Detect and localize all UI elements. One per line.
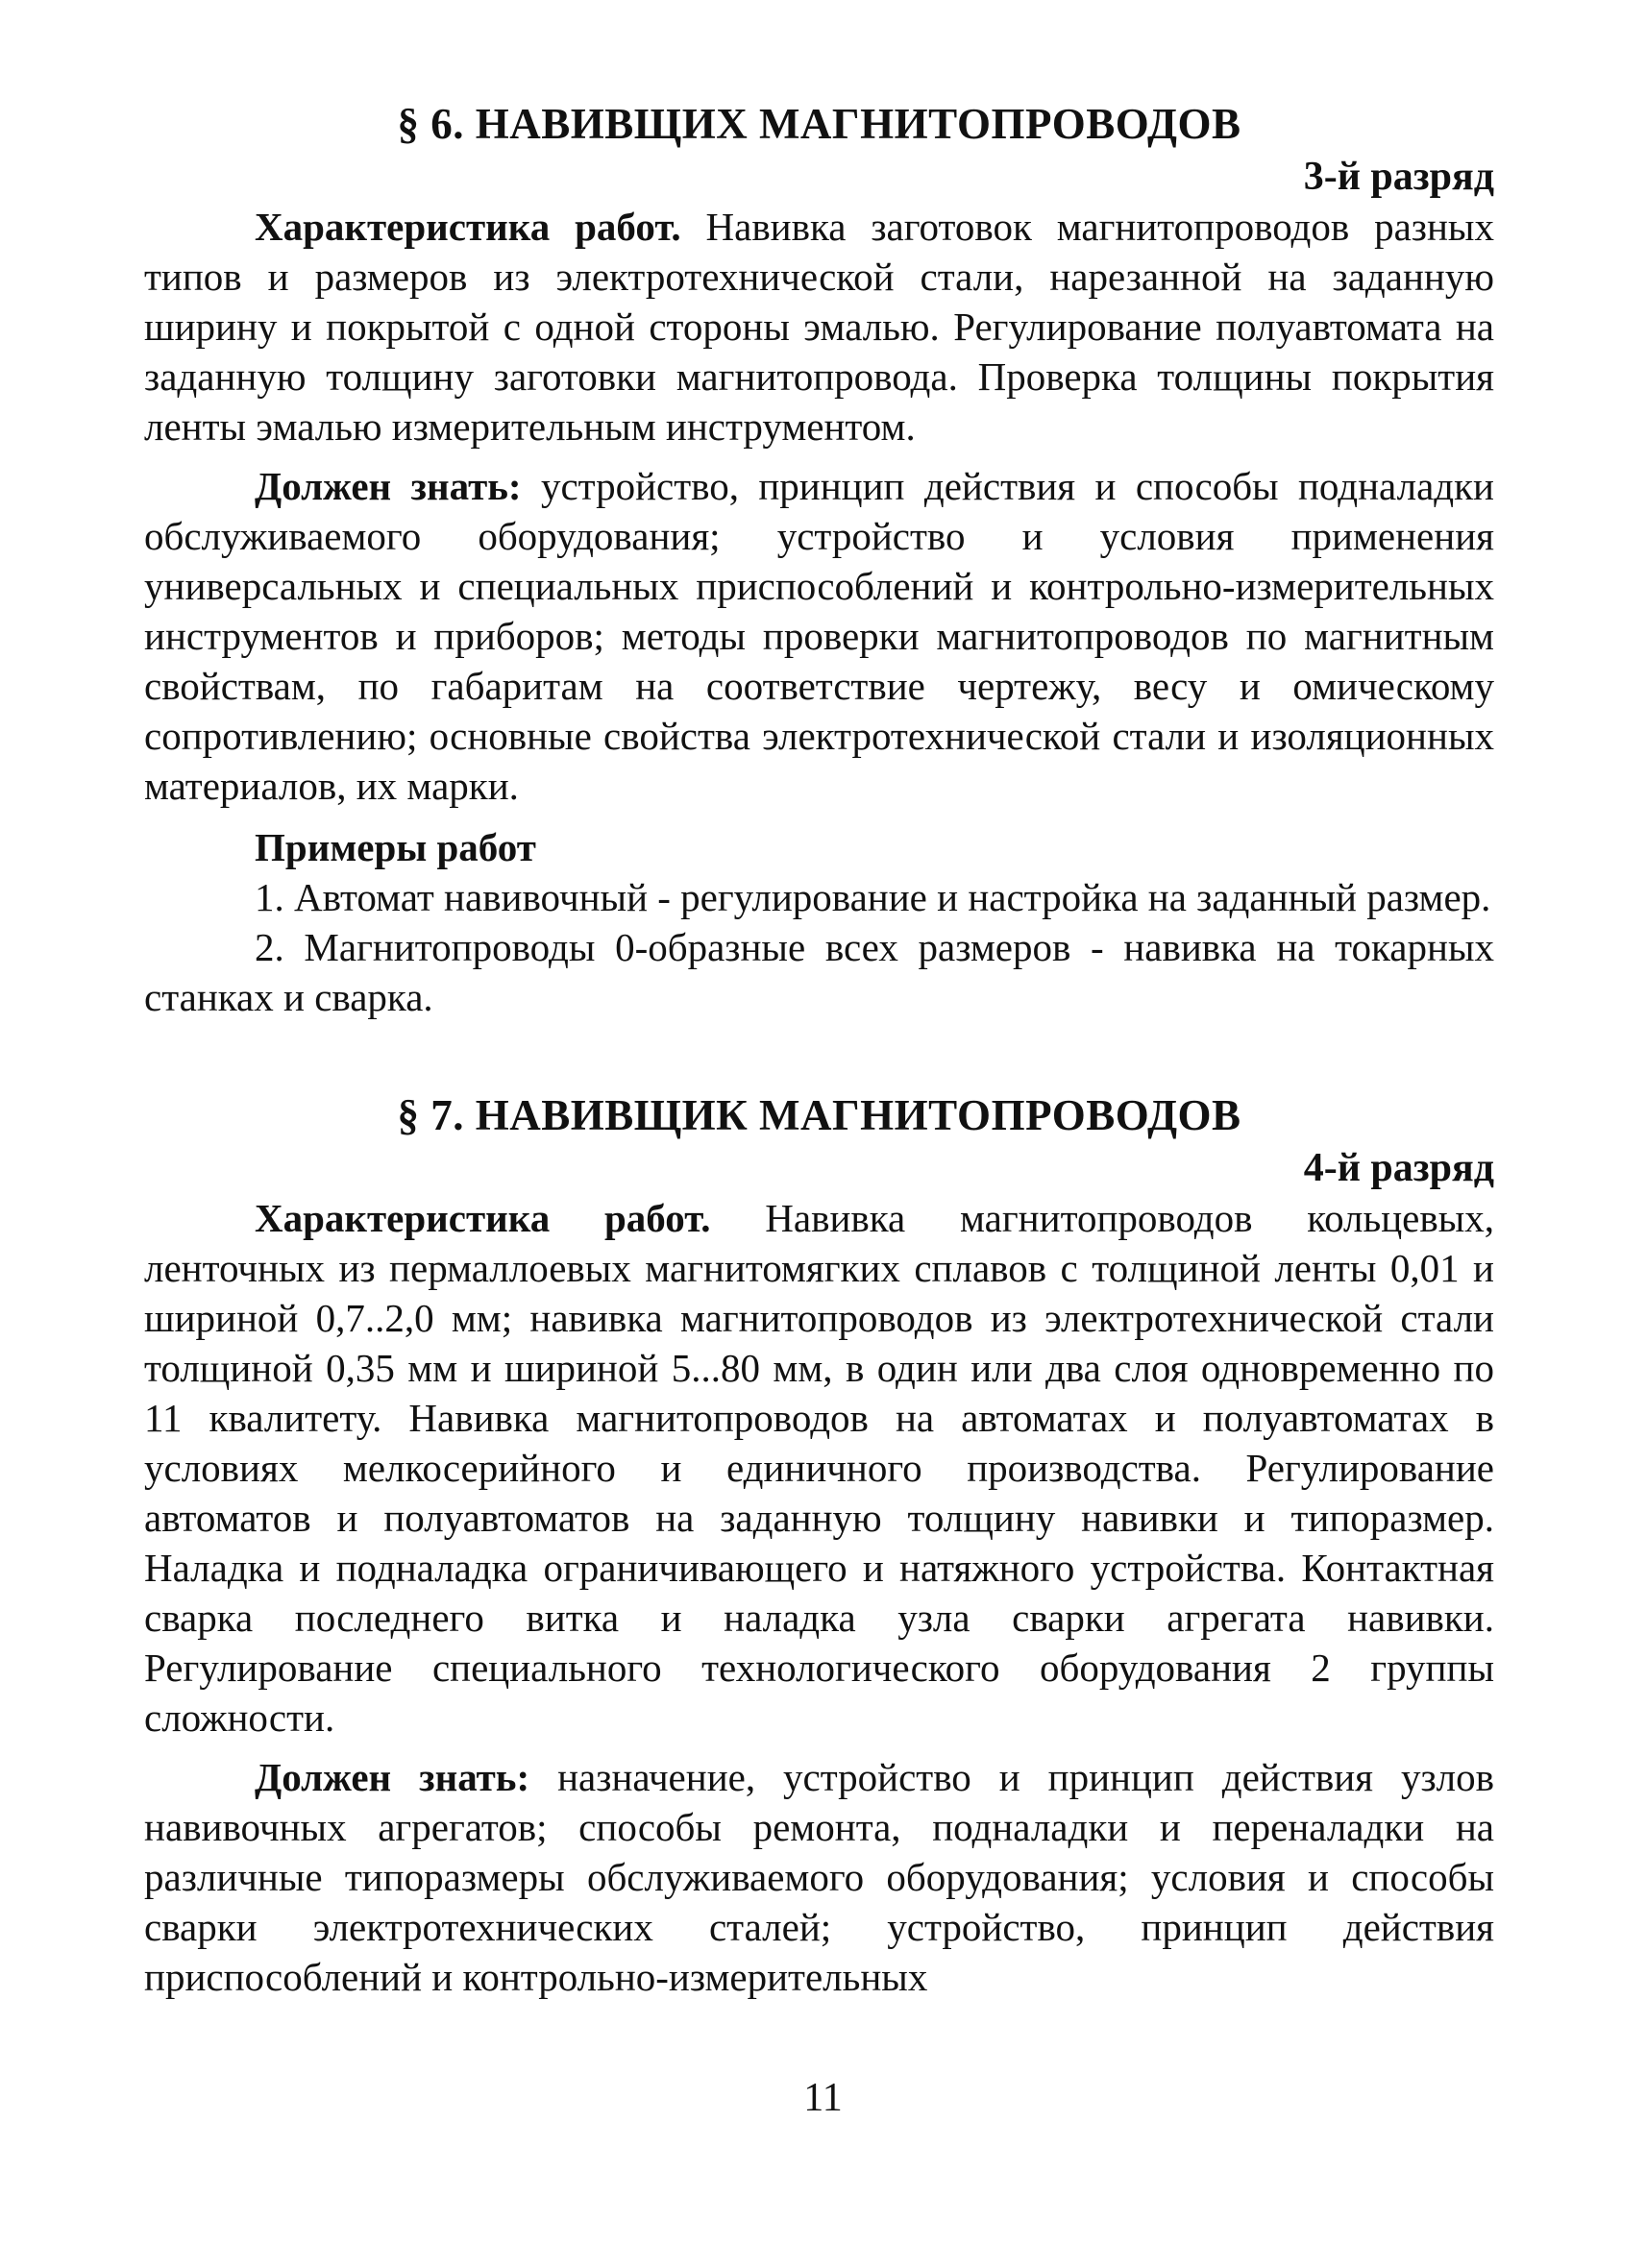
section-6-knowledge-label: Должен знать: (255, 464, 522, 508)
section-7-grade: 4-й разряд (1303, 1146, 1494, 1190)
section-6-examples-heading: Примеры работ (255, 825, 536, 869)
page-number: 11 (803, 2076, 843, 2120)
section-6-example-item: 1. Автомат навивочный - регулирование и настройка на заданный размер. (255, 875, 1491, 919)
section-6-knowledge-paragraph (144, 461, 1494, 811)
section-7-title: § 7. НАВИВЩИК МАГНИТОПРОВОДОВ (397, 1091, 1241, 1139)
document-page (144, 96, 1494, 2002)
section-6-example-item: 2. Магнитопроводы 0-образные всех размеров - навивка на токарных станках и сварка. (144, 925, 1494, 1019)
section-6-title: § 6. НАВИВЩИХ МАГНИТОПРОВОДОВ (397, 100, 1241, 148)
section-7-knowledge-text: назначение, устройство и принцип действия узлов навивочных агрегатов; способы ремонта, подналадки и переналадки на различные типоразмеры обслуживаемого оборудования; условия и способы сварки электротехнических сталей; устройство, принцип действия приспособлений и контрольно-измерительных (144, 1755, 1494, 1999)
section-7-characteristic-paragraph (144, 1193, 1494, 1743)
section-6-characteristic-text: Навивка заготовок магнитопроводов разных типов и размеров из электротехнической стали, нарезанной на заданную ширину и покрытой с одной стороны эмалью. Регулирование полуавтомата на заданную толщину заготовки магнитопровода. Проверка толщины покрытия ленты эмалью измерительным инструментом. (144, 205, 1494, 449)
section-7-knowledge-paragraph (144, 1752, 1494, 2002)
section-7 (144, 1087, 1494, 2002)
section-6 (144, 96, 1494, 1022)
section-7-knowledge-label: Должен знать: (255, 1755, 530, 1799)
section-7-characteristic-text: Навивка магнитопроводов кольцевых, ленточных из пермаллоевых магнитомягких сплавов с толщиной ленты 0,01 и шириной 0,7..2,0 мм; навивка магнитопроводов из электротехнической стали толщиной 0,35 мм и шириной 5...80 мм, в один или два слоя одновременно по 11 квалитету. Навивка магнитопроводов на автоматах и полуавтоматах в условиях мелкосерийного и единичного производства. Регулирование автоматов и полуавтоматов на заданную толщину навивки и типоразмер. Наладка и подналадка ограничивающего и натяжного устройства. Контактная сварка последнего витка и наладка узла сварки агрегата навивки. Регулирование специального технологического оборудования 2 группы сложности. (144, 1196, 1494, 1740)
section-6-knowledge-text: устройство, принцип действия и способы подналадки обслуживаемого оборудования; устройство и условия применения универсальных и специальных приспособлений и контрольно-измерительных инструментов и приборов; методы проверки магнитопроводов по магнитным свойствам, по габаритам на соответствие чертежу, весу и омическому сопротивлению; основные свойства электротехнической стали и изоляционных материалов, их марки. (144, 464, 1494, 808)
section-6-grade: 3-й разряд (1303, 155, 1494, 199)
section-6-characteristic-label: Характеристика работ. (255, 205, 681, 249)
section-7-characteristic-label: Характеристика работ. (255, 1196, 711, 1240)
section-6-characteristic-paragraph (144, 202, 1494, 451)
